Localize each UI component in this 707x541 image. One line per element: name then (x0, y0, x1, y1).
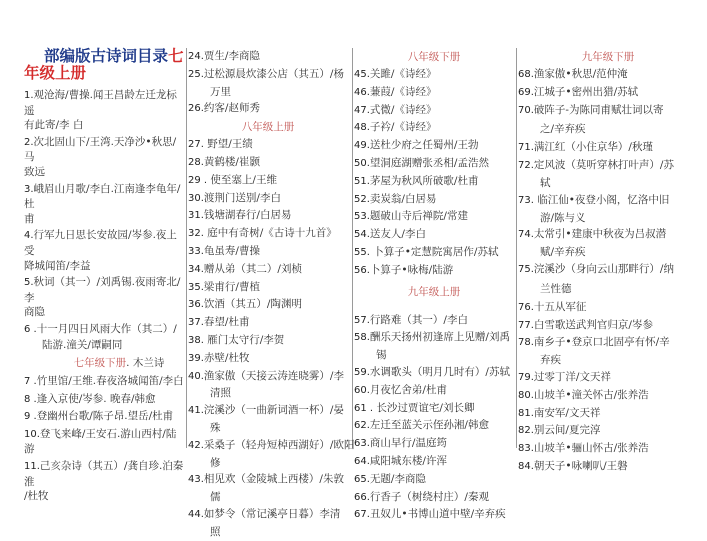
list-item: 71.满江红（小住京华）/秋瑾 (518, 141, 653, 154)
list-item: 63.商山早行/温庭筠 (354, 437, 447, 450)
list-item: 39.赤壁/杜牧 (188, 351, 250, 364)
list-item: 79.过零丁洋/文天祥 (518, 370, 611, 383)
list-item: 55. 卜算子•定慧院寓居作/苏轼 (354, 245, 499, 258)
list-item: 54.送友人/李白 (354, 228, 426, 241)
list-item: 1.观沧海/曹操.闻王昌龄左迁龙标遥 有此寄/李 白 (24, 89, 177, 132)
list-item: 78.南乡子•登京口北固亭有怀/辛 弃疾 (518, 336, 670, 367)
list-item: 48.子衿/《诗经》 (354, 121, 437, 134)
list-item: 46.蒹葭/《诗经》 (354, 85, 437, 98)
list-item: 72.定风波（莫听穿林打叶声）/苏 轼 (518, 159, 674, 189)
list-item: 44.如梦令（常记溪亭日暮）李清 照 (188, 507, 341, 538)
title-grade-line2: 年级上册 (24, 64, 87, 82)
list-item: 27. 野望/王绩 (188, 138, 253, 151)
list-item: 62.左迁至蓝关示侄孙湘/韩愈 (354, 419, 489, 432)
list-item: 51.茅屋为秋风所破歌/杜甫 (354, 174, 479, 187)
list-item: 67.丑奴儿•书博山道中壁/辛弃疾 (354, 508, 506, 521)
list-item: 69.江城子•密州出猎/苏轼 (518, 85, 639, 98)
list-item: 50.望洞庭湖赠张丞相/孟浩然 (354, 156, 489, 169)
list-item: 84.朝天子•咏喇叭/王磐 (518, 459, 628, 472)
list-item: 52.卖炭翁/白居易 (354, 192, 437, 205)
list-item: 24.贾生/李商隐 (188, 50, 260, 62)
list-item: 42.采桑子（轻舟短棹西湖好）/欧阳 修 (188, 438, 355, 469)
list-item: 57.行路难（其一）/李白 (354, 313, 468, 326)
list-item: 4.行军九日思长安故园/岑参.夜上受 降城闻笛/李益 (24, 229, 177, 272)
column-divider-1 (186, 48, 187, 448)
list-item: 76.十五从军征 (518, 300, 587, 313)
list-item: 64.咸阳城东楼/许浑 (354, 454, 447, 467)
section-heading-grade9-lower: 九年级下册 (581, 51, 635, 63)
list-item: 59.水调歌头（明月几时有）/苏轼 (354, 365, 510, 378)
list-item: 53.题破山寺后禅院/常建 (354, 210, 468, 223)
list-item: 28.黄鹤楼/崔颢 (188, 155, 260, 168)
column-1 (24, 48, 184, 506)
list-item: 70.破阵子-为陈同甫赋壮词以寄 之/辛弃疾 (518, 103, 664, 136)
list-item: 33.龟虽寿/曹操 (188, 244, 260, 257)
list-item: 37.春望/杜甫 (188, 316, 250, 329)
list-item: 61 . 长沙过贾谊宅/刘长卿 (354, 401, 475, 414)
list-item: 6 .十一月四日风雨大作（其二）/ 陆游.潼关/谭嗣同 (24, 322, 177, 351)
list-item: 74.太常引•建康中秋夜为吕叔潜 赋/辛弃疾 (518, 228, 667, 259)
list-item: 36.饮酒（其五）/陶渊明 (188, 298, 302, 311)
list-item: 49.送杜少府之任蜀州/王勃 (354, 139, 479, 152)
list-item: 31.钱塘湖春行/白居易 (188, 209, 292, 222)
column-2 (188, 48, 355, 541)
column-divider-2 (352, 48, 353, 448)
section-heading-grade8-upper: 八年级上册 (241, 121, 295, 134)
column-3 (354, 48, 514, 524)
list-item: 58.酬乐天扬州初逢席上见赠/刘禹 锡 (354, 331, 510, 362)
list-item: 43.相见欢（金陵城上西楼）/朱敦 儒 (188, 473, 344, 504)
list-item: 40.渔家傲（天接云涛连晓雾）/李 清照 (188, 369, 344, 400)
list-item: 56.卜算子•咏梅/陆游 (354, 263, 454, 276)
list-item: 83.山坡羊•骊山怀古/张养浩 (518, 442, 649, 455)
title-grade-part: 七 (168, 47, 184, 65)
list-item: 7 .竹里馆/王维.春夜洛城闻笛/李白 (24, 375, 184, 388)
list-item: 29 . 使至塞上/王维 (188, 173, 277, 186)
list-item: 41.浣溪沙（一曲新词酒一杯）/晏 殊 (188, 404, 344, 434)
list-item: 81.南安军/文天祥 (518, 406, 601, 419)
list-item: 25.过松源晨炊漆公店（其五）/杨 万里 (188, 67, 344, 98)
list-item: 5.秋词（其一）/刘禹锡.夜雨寄北/李 商隐 (24, 276, 181, 319)
list-item: 47.式微/《诗经》 (354, 103, 437, 116)
list-item: 3.峨眉山月歌/李白.江南逢李龟年/杜 甫 (24, 182, 181, 225)
list-item: 68.渔家傲•秋思/范仲淹 (518, 68, 628, 80)
column-4 (518, 48, 698, 476)
list-item: 66.行香子（树绕村庄）/秦观 (354, 490, 489, 503)
section-heading-grade8-lower: 八年级下册 (407, 51, 461, 63)
list-item: 8 .逢入京使/岑参. 晚春/韩愈 (24, 392, 156, 405)
list-item: 32. 庭中有奇树/《古诗十九首》 (188, 227, 337, 240)
list-item: 77.白雪歌送武判官归京/岑参 (518, 318, 653, 331)
list-item: 26.约客/赵师秀 (188, 102, 260, 115)
list-item: 9 .登幽州台歌/陈子昂.望岳/杜甫 (24, 410, 174, 423)
list-item: 65.无题/李商隐 (354, 472, 426, 485)
list-item: 80.山坡羊•潼关怀古/张养浩 (518, 388, 649, 401)
list-item: 82.别云间/夏完淳 (518, 424, 601, 437)
list-item: 75.浣溪沙（身向云山那畔行）/纳 兰性德 (518, 262, 674, 295)
list-item: 10.登飞来峰/王安石.游山西村/陆游 (24, 427, 177, 456)
list-item: 38. 雁门太守行/李贺 (188, 333, 285, 346)
list-item: 45.关雎/《诗经》 (354, 68, 437, 80)
column-divider-3 (516, 48, 517, 448)
list-item: 73. 临江仙•夜登小阁，忆洛中旧 游/陈与义 (518, 193, 670, 224)
title-main: 部编版古诗词目录 (44, 47, 169, 65)
list-item: 35.梁甫行/曹植 (188, 280, 260, 293)
list-item: 34.赠从弟（其二）/刘桢 (188, 262, 302, 275)
list-item: 30.渡荆门送别/李白 (188, 191, 281, 204)
list-item: 2.次北固山下/王湾.天净沙•秋思/马 致远 (24, 135, 177, 178)
grade7-lower-list (24, 374, 184, 504)
document-title (24, 48, 184, 82)
section-heading-grade9-upper: 九年级上册 (407, 285, 461, 298)
section-heading-grade7-lower: 七年级下册. 木兰诗 (73, 357, 165, 370)
grade7-upper-list (24, 88, 184, 352)
list-item: 60.月夜忆舍弟/杜甫 (354, 383, 447, 396)
list-item: 11.己亥杂诗（其五）/龚自珍.泊秦淮 /杜牧 (24, 460, 184, 503)
